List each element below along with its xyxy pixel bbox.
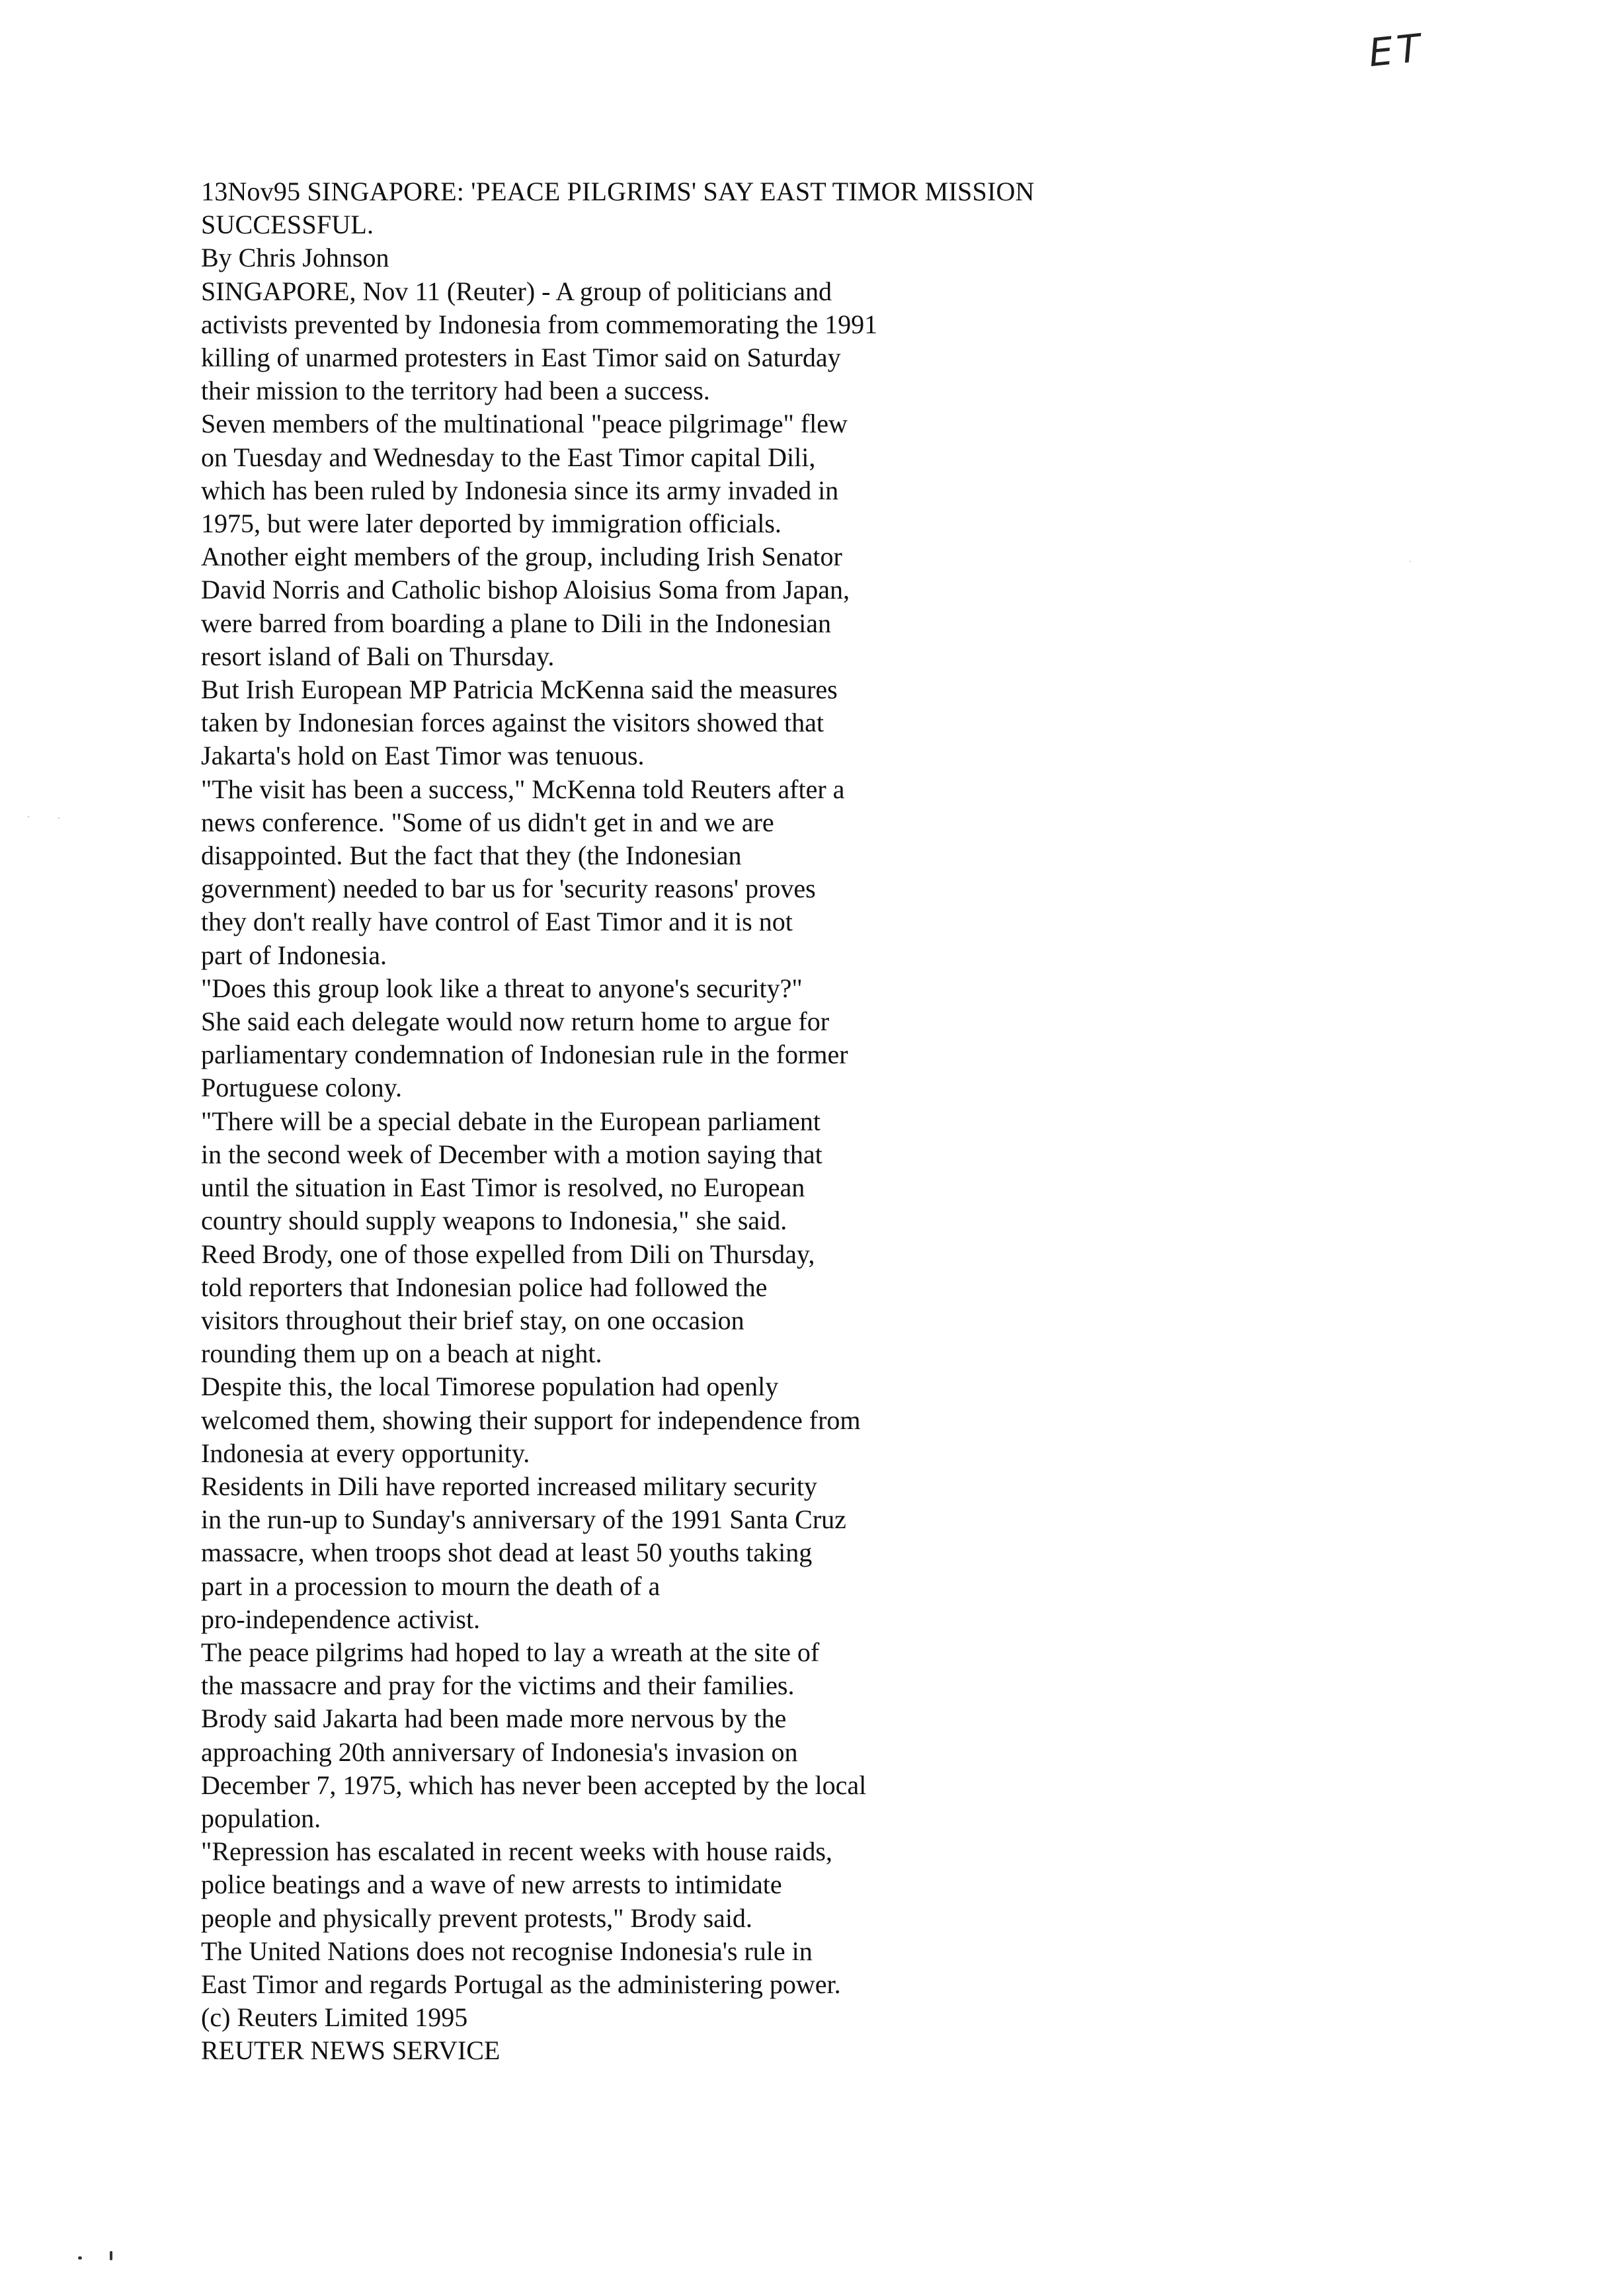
- article-line: country should supply weapons to Indonesia," she said.: [201, 1206, 787, 1236]
- scan-speck: [1410, 561, 1411, 562]
- copyright-line: (c) Reuters Limited 1995: [201, 2002, 468, 2033]
- article-line: "Does this group look like a threat to anyone's security?": [201, 973, 803, 1003]
- news-article: [201, 175, 1087, 2068]
- article-line: She said each delegate would now return home to argue for: [201, 1006, 830, 1037]
- scan-speck: [28, 816, 29, 817]
- article-line: Jakarta's hold on East Timor was tenuous.: [201, 741, 645, 771]
- article-line: Residents in Dili have reported increased military security: [201, 1471, 817, 1501]
- article-line: East Timor and regards Portugal as the administering power.: [201, 1969, 841, 1999]
- article-line: Another eight members of the group, including Irish Senator: [201, 542, 842, 572]
- article-line: part in a procession to mourn the death of a: [201, 1571, 661, 1601]
- article-line: Despite this, the local Timorese population had openly: [201, 1372, 779, 1402]
- scan-speck: [110, 2251, 112, 2260]
- article-line: "Repression has escalated in recent weeks with house raids,: [201, 1836, 832, 1867]
- article-line: taken by Indonesian forces against the visitors showed that: [201, 708, 824, 738]
- article-line: David Norris and Catholic bishop Aloisius Soma from Japan,: [201, 575, 850, 605]
- article-line: "There will be a special debate in the European parliament: [201, 1106, 821, 1136]
- article-line: rounding them up on a beach at night.: [201, 1338, 602, 1369]
- article-line: resort island of Bali on Thursday.: [201, 641, 555, 671]
- article-line: in the second week of December with a motion saying that: [201, 1139, 823, 1169]
- article-line: massacre, when troops shot dead at least 50 youths taking: [201, 1538, 813, 1568]
- article-line: told reporters that Indonesian police had followed the: [201, 1272, 768, 1302]
- article-line: Portuguese colony.: [201, 1073, 403, 1103]
- handwritten-annotation: ET: [1366, 24, 1427, 76]
- news-service-line: REUTER NEWS SERVICE: [201, 2035, 501, 2066]
- article-line: "The visit has been a success," McKenna told Reuters after a: [201, 774, 845, 804]
- article-line: people and physically prevent protests," Brody said.: [201, 1903, 752, 1933]
- article-line: until the situation in East Timor is resolved, no European: [201, 1172, 805, 1203]
- article-line: visitors throughout their brief stay, on one occasion: [201, 1305, 744, 1335]
- article-line: 1975, but were later deported by immigration officials.: [201, 509, 782, 539]
- article-line: Indonesia at every opportunity.: [201, 1438, 530, 1468]
- article-line: which has been ruled by Indonesia since its army invaded in: [201, 475, 839, 505]
- article-line: police beatings and a wave of new arrests to intimidate: [201, 1869, 782, 1900]
- article-line: SINGAPORE, Nov 11 (Reuter) - A group of politicians and: [201, 276, 832, 306]
- article-line: disappointed. But the fact that they (the Indonesian: [201, 840, 742, 871]
- article-line: The United Nations does not recognise Indonesia's rule in: [201, 1936, 813, 1966]
- scan-speck: [78, 2256, 82, 2260]
- article-line: their mission to the territory had been a success.: [201, 376, 710, 406]
- article-line: approaching 20th anniversary of Indonesia's invasion on: [201, 1737, 798, 1767]
- article-line: Seven members of the multinational "peace pilgrimage" flew: [201, 409, 848, 439]
- article-line: population.: [201, 1803, 321, 1833]
- byline: By Chris Johnson: [201, 243, 389, 273]
- article-line: Brody said Jakarta had been made more nervous by the: [201, 1703, 787, 1734]
- article-line: killing of unarmed protesters in East Timor said on Saturday: [201, 343, 841, 373]
- article-line: December 7, 1975, which has never been accepted by the local: [201, 1770, 867, 1800]
- headline-line-1: 13Nov95 SINGAPORE: 'PEACE PILGRIMS' SAY EAST TIMOR MISSION: [201, 177, 1035, 206]
- article-line: The peace pilgrims had hoped to lay a wreath at the site of: [201, 1637, 820, 1667]
- article-line: in the run-up to Sunday's anniversary of the 1991 Santa Cruz: [201, 1504, 846, 1535]
- article-line: news conference. "Some of us didn't get in and we are: [201, 807, 774, 837]
- article-line: welcomed them, showing their support for independence from: [201, 1405, 861, 1435]
- article-line: part of Indonesia.: [201, 940, 387, 970]
- headline-line-2: SUCCESSFUL.: [201, 210, 374, 240]
- article-line: on Tuesday and Wednesday to the East Timor capital Dili,: [201, 442, 816, 472]
- article-line: were barred from boarding a plane to Dili in the Indonesian: [201, 608, 832, 638]
- scan-speck: [58, 817, 60, 819]
- article-line: activists prevented by Indonesia from commemorating the 1991: [201, 309, 878, 339]
- article-line: they don't really have control of East Timor and it is not: [201, 907, 793, 937]
- article-line: parliamentary condemnation of Indonesian rule in the former: [201, 1040, 848, 1070]
- article-line: pro-independence activist.: [201, 1604, 481, 1634]
- article-line: government) needed to bar us for 'security reasons' proves: [201, 874, 816, 904]
- article-line: But Irish European MP Patricia McKenna said the measures: [201, 675, 838, 705]
- article-line: the massacre and pray for the victims and their families.: [201, 1670, 795, 1701]
- article-line: Reed Brody, one of those expelled from Dili on Thursday,: [201, 1239, 815, 1269]
